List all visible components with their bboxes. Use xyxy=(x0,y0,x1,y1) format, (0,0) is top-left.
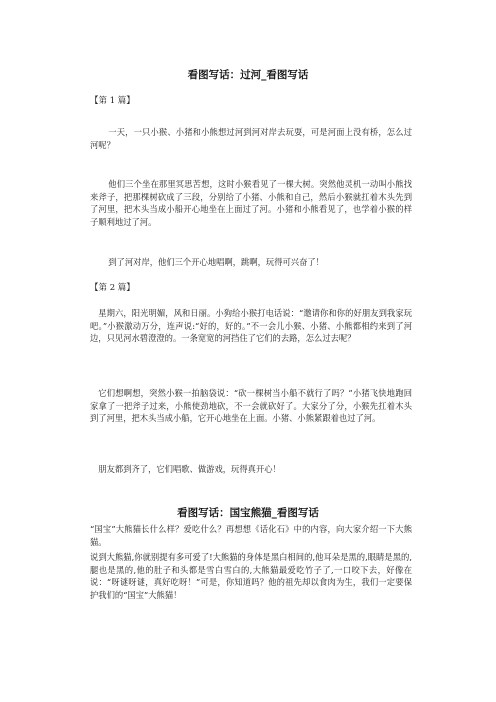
paragraph: 朋友都到齐了，它们唱歌、做游戏，玩得真开心！ xyxy=(98,464,281,474)
article-title-panda: 看图写话：国宝熊猫_看图写话 xyxy=(177,507,319,519)
paragraph: 他们三个坐在那里冥思苦想，这时小猴看见了一棵大树。突然他灵机一动叫小熊找来斧子，把那棵树砍成了三段，分别给了小猪、小熊和自己，然后小猴就扛着木头先到了河里，把木头当成小船开心地坐在上面过了河。小猪和小熊看见了，也学着小猴的样子顺利地过了河。 xyxy=(90,179,412,227)
article-title-river-crossing: 看图写话：过河_看图写话 xyxy=(187,69,309,81)
paragraph: 到了河对岸，他们三个开心地唱啊，跳啊，玩得可兴奋了！ xyxy=(108,257,324,267)
paragraph: 它们想啊想，突然小猴一拍脑袋说：“砍一棵树当小船不就行了吗？”小猪飞快地跑回家拿了一把斧子过来，小熊使劲地砍，不一会就砍好了。大家分了分，小猴先扛着木头到了河里，把木头当成小船，它开心地坐在上面。小猪、小熊紧跟着也过了河。 xyxy=(90,388,412,424)
paragraph: 星期六，阳光明媚，风和日丽。小狗给小猴打电话说：“邀请你和你的好朋友到我家玩吧。”小猴激动万分，连声说:“好的，好的。”不一会儿小猴、小猪、小熊都相约来到了河边，只见河水碧澄澄的。一条宽宽的河挡住了它们的去路，怎么过去呢？ xyxy=(90,308,412,344)
section-label-2: 【第 2 篇】 xyxy=(90,283,135,293)
section-label-1: 【第 1 篇】 xyxy=(90,96,135,106)
paragraph: “国宝”大熊猫长什么样？爱吃什么？再想想《话化石》中的内容，向大家介绍一下大熊猫。 xyxy=(90,524,412,547)
paragraph: 一天，一只小猴、小猪和小熊想过河到河对岸去玩耍，可是河面上没有桥，怎么过河呢？ xyxy=(90,127,412,150)
paragraph: 说到大熊猫,你就别提有多可爱了!大熊猫的身体是黑白相间的,他耳朵是黑的,眼睛是黑的,腿也是黑的,他的肚子和头都是雪白雪白的,大熊猫最爱吃竹子了,一口咬下去，好像在说：“呀谜呀谜，真好吃呀！”可是，你知道吗？他的祖先却以食肉为生，我们一定要保护我们的“国宝”大熊猫！ xyxy=(90,552,412,600)
